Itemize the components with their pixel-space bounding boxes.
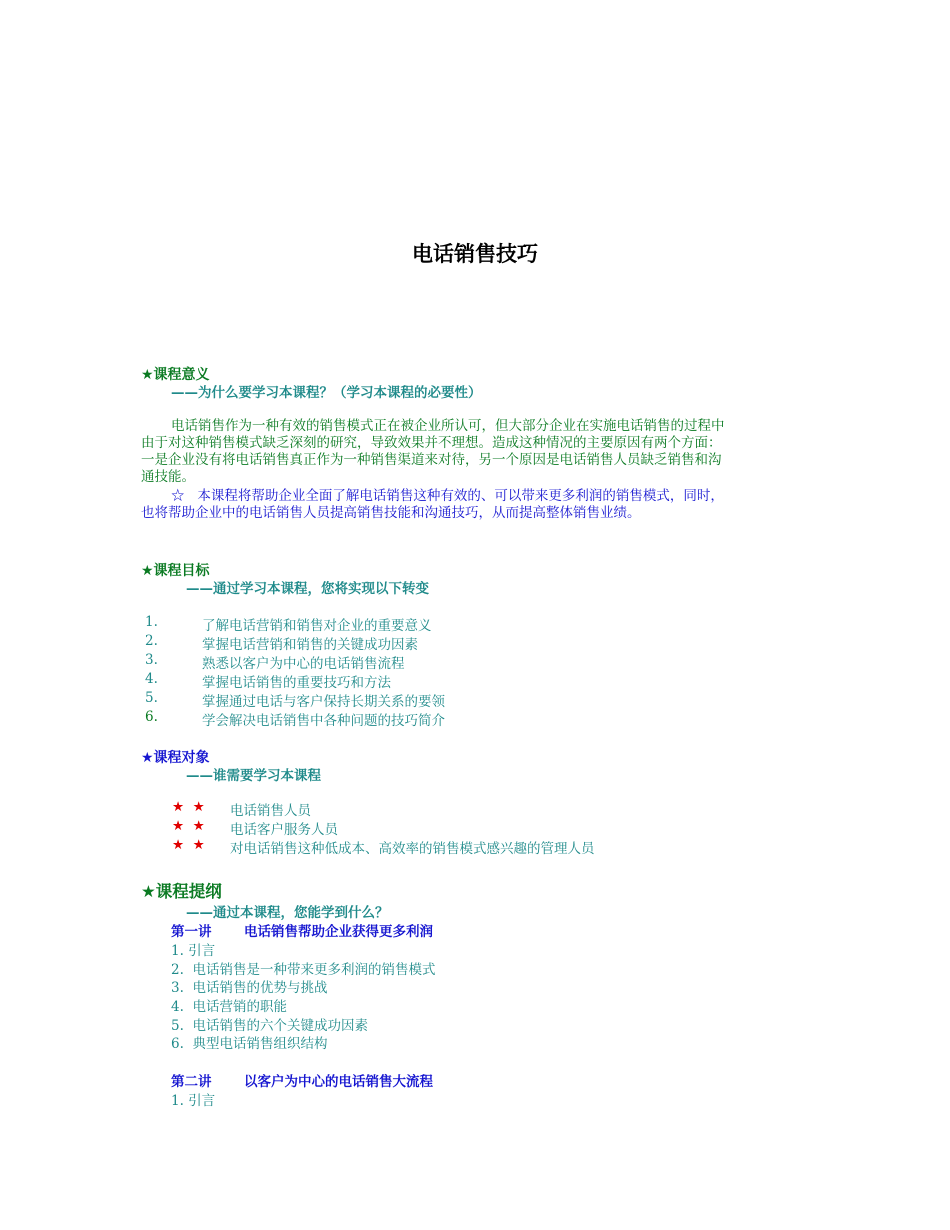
meaning-paragraph-1 — [141, 418, 813, 486]
audience-subheading: ——谁需要学习本课程 — [186, 768, 321, 784]
meaning-para1-line: 由于对这种销售模式缺乏深刻的研究，导致效果并不理想。造成这种情况的主要原因有两个方面： — [141, 435, 722, 451]
goal-item-number: 6. — [145, 709, 158, 725]
goal-item-number: 1. — [145, 614, 158, 630]
goal-item-text: 熟悉以客户为中心的电话销售流程 — [202, 656, 405, 672]
goal-item-number: 3. — [145, 652, 158, 668]
meaning-para2-line: 也将帮助企业中的电话销售人员提高销售技能和沟通技巧，从而提高整体销售业绩。 — [141, 505, 641, 521]
page-title: 电话销售技巧 — [412, 242, 538, 266]
audience-item: 电话销售人员 — [230, 803, 311, 819]
star-bullet-icon: ★ ★ — [172, 818, 205, 834]
meaning-para1-line: 通技能。 — [141, 469, 195, 485]
meaning-paragraph-2 — [141, 488, 813, 522]
lecture-2-item: 1. 引言 — [171, 1093, 216, 1109]
lecture-1-label: 第一讲 — [171, 924, 212, 940]
meaning-para1-line: 电话销售作为一种有效的销售模式正在被企业所认可，但大部分企业在实施电话销售的过程中 — [171, 418, 725, 434]
goals-subheading: ——通过学习本课程，您将实现以下转变 — [186, 581, 429, 597]
lecture-2-title: 以客户为中心的电话销售大流程 — [244, 1074, 433, 1090]
lecture-1-item: 2. 电话销售是一种带来更多利润的销售模式 — [171, 962, 436, 978]
star-bullet-icon: ★ ★ — [172, 799, 205, 815]
audience-item: 对电话销售这种低成本、高效率的销售模式感兴趣的管理人员 — [230, 841, 595, 857]
lecture-1-item: 1. 引言 — [171, 943, 216, 959]
meaning-subheading: ——为什么要学习本课程？（学习本课程的必要性） — [171, 385, 482, 401]
goals-heading: ★课程目标 — [141, 563, 210, 579]
goal-item-text: 了解电话营销和销售对企业的重要意义 — [202, 618, 432, 634]
meaning-para2-line: ☆ 本课程将帮助企业全面了解电话销售这种有效的、可以带来更多利润的销售模式，同时， — [171, 488, 724, 504]
lecture-1-title: 电话销售帮助企业获得更多利润 — [244, 924, 433, 940]
star-bullet-icon: ★ ★ — [172, 837, 205, 853]
audience-item: 电话客户服务人员 — [230, 822, 338, 838]
lecture-2-label: 第二讲 — [171, 1074, 212, 1090]
lecture-1-item: 6. 典型电话销售组织结构 — [171, 1036, 328, 1052]
goal-item-number: 4. — [145, 671, 158, 687]
goal-item-text: 学会解决电话销售中各种问题的技巧简介 — [202, 713, 445, 729]
meaning-para1-line: 一是企业没有将电话销售真正作为一种销售渠道来对待，另一个原因是电话销售人员缺乏销售和沟 — [141, 452, 722, 468]
lecture-1-item: 5. 电话销售的六个关键成功因素 — [171, 1018, 368, 1034]
goal-item-text: 掌握电话营销和销售的关键成功因素 — [202, 637, 418, 653]
goal-item-number: 2. — [145, 633, 158, 649]
meaning-heading: ★课程意义 — [141, 367, 210, 383]
lecture-1-item: 3. 电话销售的优势与挑战 — [171, 980, 328, 996]
audience-heading: ★课程对象 — [141, 750, 210, 766]
outline-heading: ★课程提纲 — [141, 882, 222, 901]
goal-item-text: 掌握电话销售的重要技巧和方法 — [202, 675, 391, 691]
goal-item-text: 掌握通过电话与客户保持长期关系的要领 — [202, 694, 445, 710]
goal-item-number: 5. — [145, 690, 158, 706]
outline-subheading: ——通过本课程，您能学到什么？ — [186, 905, 389, 921]
lecture-1-item: 4. 电话营销的职能 — [171, 999, 287, 1015]
